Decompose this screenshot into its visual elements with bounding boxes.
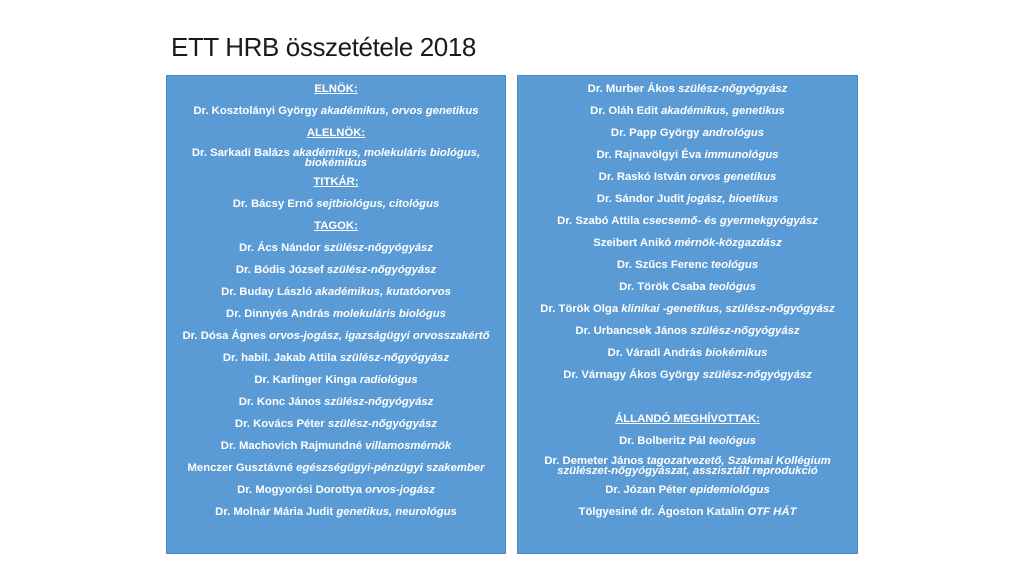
- member-role: sejtbiológus, citológus: [316, 197, 440, 210]
- member-name: Dr. Váradi András: [607, 346, 706, 359]
- member-name: Dr. Machovich Rajmundné: [220, 439, 366, 452]
- member-entry: [167, 304, 505, 326]
- member-name: Dr. Konc János: [238, 395, 325, 408]
- right-member-panel: [517, 75, 858, 554]
- member-name: Tölgyesiné dr. Ágoston Katalin: [578, 505, 748, 518]
- member-entry: [518, 145, 857, 167]
- member-role: molekuláris biológus: [332, 307, 446, 320]
- member-entry: [518, 480, 857, 502]
- member-entry: [167, 348, 505, 370]
- member-entry: [167, 414, 505, 436]
- member-entry: [518, 189, 857, 211]
- member-name: Dr. Buday László: [221, 285, 316, 298]
- member-name: Dr. Török Csaba: [619, 280, 709, 293]
- member-entry: [167, 436, 505, 458]
- member-role: klinikai -genetikus, szülész-nőgyógyász: [621, 302, 835, 315]
- member-name: Dr. Kosztolányi György: [193, 104, 321, 117]
- member-name: Szeibert Anikó: [593, 236, 675, 249]
- member-entry: [518, 299, 857, 321]
- member-role: szülész-nőgyógyász: [324, 395, 434, 408]
- member-name: Dr. Demeter János: [544, 455, 647, 467]
- member-name: Dr. Mogyorósi Dorottya: [237, 483, 366, 496]
- member-role: szülész-nőgyógyász: [678, 82, 788, 95]
- member-name: Dr. Sarkadi Balázs: [191, 147, 293, 159]
- member-entry: [167, 194, 505, 216]
- member-role: szülész-nőgyógyász: [327, 417, 438, 430]
- section-heading: TAGOK:: [314, 219, 358, 232]
- member-name: Dr. Várnagy Ákos György: [563, 368, 703, 381]
- member-name: Menczer Gusztávné: [187, 461, 297, 474]
- member-name: Dr. Sándor Judit: [596, 192, 688, 205]
- section-heading: TITKÁR:: [313, 175, 359, 188]
- section-heading: ALELNÖK:: [306, 126, 366, 139]
- member-entry: [167, 480, 505, 502]
- member-name: Dr. Dinnyés András: [226, 307, 333, 320]
- member-entry: [167, 145, 505, 172]
- member-entry: [518, 255, 857, 277]
- member-name: Dr. Raskó István: [598, 170, 690, 183]
- member-entry: [518, 123, 857, 145]
- member-role: tagozatvezető, Szakmai Kollégium szülészet-nőgyógyászat, asszisztált reprodukció: [557, 455, 831, 477]
- member-name: Dr. Török Olga: [540, 302, 622, 315]
- member-entry: [518, 431, 857, 453]
- member-role: csecsemő- és gyermekgyógyász: [642, 214, 818, 227]
- member-role: szülész-nőgyógyász: [323, 241, 433, 254]
- member-name: Dr. Papp György: [610, 126, 703, 139]
- member-role: biokémikus: [705, 346, 768, 359]
- member-entry: [518, 502, 857, 524]
- member-name: Dr. Szűcs Ferenc: [616, 258, 712, 271]
- member-name: Dr. Karlinger Kinga: [254, 373, 360, 386]
- member-name: Dr. habil. Jakab Attila: [222, 351, 340, 364]
- member-entry: [167, 238, 505, 260]
- member-entry: [518, 79, 857, 101]
- member-name: Dr. Bácsy Ernő: [232, 197, 317, 210]
- member-name: Dr. Dósa Ágnes: [182, 329, 270, 342]
- member-entry: [167, 282, 505, 304]
- member-name: Dr. Bolberitz Pál: [619, 434, 709, 447]
- section-spacer: [518, 387, 857, 409]
- member-role: szülész-nőgyógyász: [339, 351, 450, 364]
- member-role: szülész-nőgyógyász: [690, 324, 800, 337]
- member-entry: [518, 101, 857, 123]
- member-name: Dr. Ács Nándor: [239, 241, 324, 254]
- member-role: immunológus: [704, 148, 779, 161]
- member-role: epidemiológus: [690, 483, 770, 496]
- member-role: radiológus: [359, 373, 418, 386]
- member-name: Dr. Bódis József: [235, 263, 327, 276]
- member-role: orvos-jogász, igazságügyi orvosszakértő: [269, 329, 490, 342]
- member-role: szülész-nőgyógyász: [326, 263, 437, 276]
- member-entry: [518, 167, 857, 189]
- member-entry: [167, 392, 505, 414]
- member-name: Dr. Urbancsek János: [575, 324, 691, 337]
- member-name: Dr. Murber Ákos: [587, 82, 679, 95]
- slide-title: ETT HRB összetétele 2018: [171, 32, 476, 62]
- member-entry: [167, 502, 505, 524]
- member-entry: [518, 277, 857, 299]
- member-role: akadémikus, genetikus: [661, 104, 785, 117]
- member-role: teológus: [711, 258, 759, 271]
- left-member-panel: [166, 75, 506, 554]
- member-role: mérnök-közgazdász: [674, 236, 782, 249]
- member-entry: [518, 233, 857, 255]
- member-role: jogász, bioetikus: [687, 192, 779, 205]
- section-heading: ÁLLANDÓ MEGHÍVOTTAK:: [615, 412, 760, 425]
- member-name: Dr. Józan Péter: [605, 483, 691, 496]
- member-role: akadémikus, molekuláris biológus, biokémikus: [293, 147, 481, 169]
- member-entry: [167, 326, 505, 348]
- member-role: szülész-nőgyógyász: [702, 368, 812, 381]
- member-name: Dr. Molnár Mária Judit: [215, 505, 337, 518]
- member-entry: [518, 343, 857, 365]
- member-role: teológus: [708, 280, 756, 293]
- member-role: genetikus, neurológus: [336, 505, 457, 518]
- member-role: teológus: [708, 434, 756, 447]
- section-heading: ELNÖK:: [314, 82, 358, 95]
- member-entry: [167, 260, 505, 282]
- member-role: OTF HÁT: [747, 505, 797, 518]
- member-role: andrológus: [702, 126, 765, 139]
- member-role: akadémikus, kutatóorvos: [315, 285, 451, 298]
- member-role: egészségügyi-pénzügyi szakember: [296, 461, 485, 474]
- member-entry: [167, 370, 505, 392]
- member-role: orvos-jogász: [365, 483, 435, 496]
- member-role: villamosmérnök: [365, 439, 452, 452]
- member-entry: [518, 453, 857, 480]
- member-name: Dr. Rajnavölgyi Éva: [596, 148, 705, 161]
- member-name: Dr. Szabó Attila: [557, 214, 643, 227]
- member-name: Dr. Kovács Péter: [234, 417, 328, 430]
- member-role: orvos genetikus: [689, 170, 777, 183]
- member-entry: [518, 365, 857, 387]
- member-entry: [167, 101, 505, 123]
- member-role: akadémikus, orvos genetikus: [320, 104, 479, 117]
- member-entry: [167, 458, 505, 480]
- member-name: Dr. Oláh Edit: [590, 104, 662, 117]
- member-entry: [518, 211, 857, 233]
- member-entry: [518, 321, 857, 343]
